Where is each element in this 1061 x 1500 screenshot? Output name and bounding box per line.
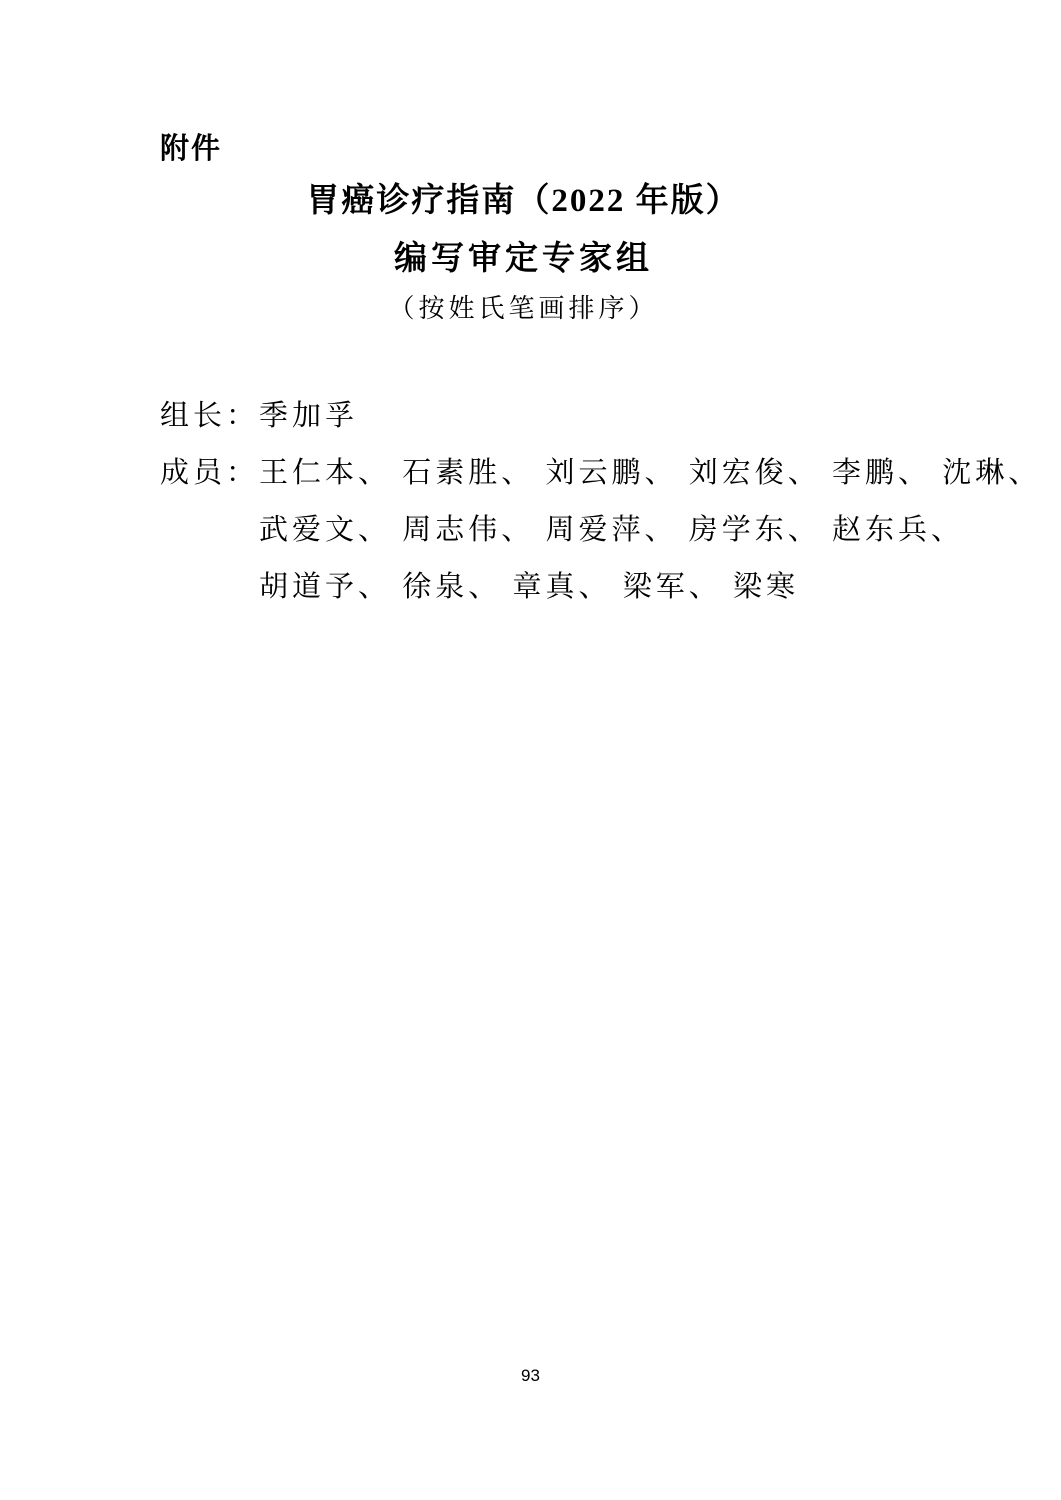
leader-line [160,388,940,445]
members-names-row: 胡道予、 徐泉、 章真、 梁军、 梁寒 [259,571,800,603]
members-names-row: 武爱文、 周志伟、 周爱萍、 房学东、 赵东兵、 [259,514,965,546]
document-title-line2: 编写审定专家组 [394,241,653,277]
members-names-row: 王仁本、 石素胜、 刘云鹏、 刘宏俊、 李鹏、 沈琳、 [259,457,1042,489]
members-names [259,445,1042,616]
members-label: 成员： [160,457,260,489]
attachment-label: 附件 [160,133,223,165]
leader-label: 组长： [160,400,260,432]
expert-group-list [160,388,1042,616]
page-number: 93 [521,1366,540,1385]
leader-name: 季加孚 [259,400,359,432]
document-title-line1: 胃癌诊疗指南（2022 年版） [306,183,741,219]
members-line [160,445,1042,616]
sort-order-note: （按姓氏笔画排序） [388,294,659,323]
